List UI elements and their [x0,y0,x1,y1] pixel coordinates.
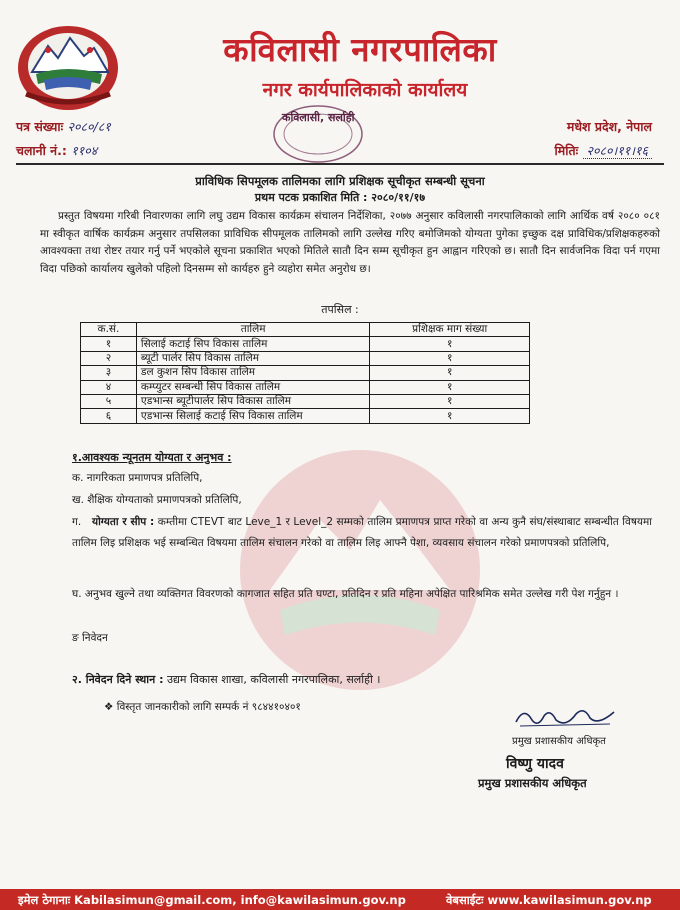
footer-email: इमेल ठेगानाः Kabilasimun@gmail.com, info@kawilasimun.gov.np [18,893,406,907]
requirement-skill [72,512,652,554]
column-header-count: प्रशिक्षक माग संख्या [370,323,530,337]
requirements-heading: १.आवश्यक न्यूनतम योग्यता र अनुभव : [72,451,232,464]
row-sn: ५ [81,394,137,408]
row-training: डल कुशन सिप विकास तालिम [136,366,369,380]
row-count: १ [370,394,530,408]
table-row [81,366,530,380]
signatory-role-small: प्रमुख प्रशासकीय अधिकृत [512,736,606,747]
stamp-text: कविलासी, सर्लाही [282,111,355,124]
table-row [81,394,530,408]
requirement-education: ख. शैक्षिक योग्यताको प्रमाणपत्रको प्रतिलिपि, [72,494,242,506]
column-header-sn: क.सं. [81,323,137,337]
dispatch-number-value: ११०४ [71,143,98,158]
requirement-skill-text: कम्तीमा CTEVT बाट Leve_1 र Level_2 सम्मको तालिम प्रमाणपत्र प्राप्त गरेको वा अन्य कुनै संघ/संस्थाबाट सम्बन्धीत विषयमा तालिम लिइ प्रशिक्षक भई सम्बन्धित विषयमा तालिम संचालन गरेको वा तालिम लिइ आफ्नै पेशा, व्यवसाय संचालन गरेको प्रमाणपत्रको प्रतिलिपि, [72,516,652,549]
requirement-experience: घ. अनुभव खुल्ने तथा व्यक्तिगत विवरणको कागजात सहित प्रति घण्टा, प्रतिदिन र प्रति महिना अपेक्षित पारिश्रमिक समेत उल्लेख गरी पेश गर्नुहुन । [72,588,619,600]
dispatch-number [16,142,97,159]
header-divider [16,163,664,165]
row-training: एडभान्स सिलाई कटाई सिप विकास तालिम [136,409,369,423]
requirement-skill-marker: ग. [72,516,82,528]
row-training: एडभान्स ब्यूटीपार्लर सिप विकास तालिम [136,394,369,408]
municipality-title: कविलासी नगरपालिका [223,30,497,69]
letter-number-value: २०८०/८१ [67,119,111,134]
training-table [80,322,530,424]
column-header-training: तालिम [136,323,369,337]
footer-website: वेबसाईटः www.kawilasimun.gov.np [446,893,652,907]
notice-title: प्राविधिक सिपमूलक तालिमका लागि प्रशिक्षक सूचीकृत सम्बन्धी सूचना [195,174,485,188]
requirement-skill-title: योग्यता र सीप : [92,516,155,528]
row-count: १ [370,380,530,394]
row-count: १ [370,351,530,365]
published-date: प्रथम पटक प्रकाशित मिति : २०८०/११/१७ [254,191,426,204]
row-count: १ [370,337,530,351]
office-subtitle: नगर कार्यपालिकाको कार्यालय [262,79,468,101]
date-value: २०८०।११।१६ [583,143,652,159]
row-sn: ६ [81,409,137,423]
table-row [81,380,530,394]
signatory-name: विष्णु यादव [506,756,564,772]
signatory-role: प्रमुख प्रशासकीय अधिकृत [478,776,587,790]
contact-line: ❖ विस्तृत जानकारीको लागि सम्पर्क नं ९८४४१०४०१ [104,701,301,713]
row-count: १ [370,409,530,423]
table-header-row [81,323,530,337]
date-field [555,142,652,159]
row-sn: २ [81,351,137,365]
province-label: मधेश प्रदेश, नेपाल [566,119,652,134]
row-training: कम्प्युटर सम्बन्धी सिप विकास तालिम [136,380,369,394]
apply-location-label: २. निवेदन दिने स्थान : [72,673,164,686]
date-label: मितिः [554,143,579,158]
notice-paragraph: प्रस्तुत विषयमा गरिबी निवारणका लागि लघु उद्यम विकास कार्यक्रम संचालन निर्देशिका, २०७७ अनुसार कविलासी नगरपालिकाको लागि आर्थिक वर्ष २०८० ०८१ मा स्वीकृत वार्षिक कार्यक्रम अनुसार तपसिलका प्राविधिक सीपमूलक तालिमको लागि उल्लेख गरिए बमोजिमको योग्यता पुगेका इच्छुक दक्ष प्राविधिक/प्रशिक्षकहरुको आवश्यक्ता तथा रोष्टर तयार गर्नु पर्ने भएकोले सूचना प्रकाशित भएको मितिले सातौ दिन सम्म सूचीकृत हुन आह्वान गरिएको छ। सातौ दिन सार्वजनिक विदा पर्न गएमा विदा पछिको कार्यालय खुलेको पहिलो दिनसम्म सो कार्यहरु हुने व्यहोरा समेत अनुरोध छ। [40,210,660,275]
requirement-citizenship: क. नागरिकता प्रमाणपत्र प्रतिलिपि, [72,472,203,484]
row-count: १ [370,366,530,380]
apply-location-text: उद्यम विकास शाखा, कविलासी नगरपालिका, सर्लाही । [166,673,381,686]
requirement-application: ङ निवेदन [72,632,108,644]
row-training: सिलाई कटाई सिप विकास तालिम [136,337,369,351]
table-row [81,351,530,365]
table-row [81,409,530,423]
row-sn: १ [81,337,137,351]
apply-location [72,672,380,687]
row-sn: ४ [81,380,137,394]
details-label: तपसिल : [321,303,359,316]
footer-bar [0,889,680,910]
table-row [81,337,530,351]
dispatch-number-label: चलानी नं.: [16,143,67,158]
letter-number [16,118,111,135]
letter-number-label: पत्र संख्याः [16,119,64,134]
row-training: ब्यूटी पार्लर सिप विकास तालिम [136,351,369,365]
signature-icon [510,702,620,734]
row-sn: ३ [81,366,137,380]
